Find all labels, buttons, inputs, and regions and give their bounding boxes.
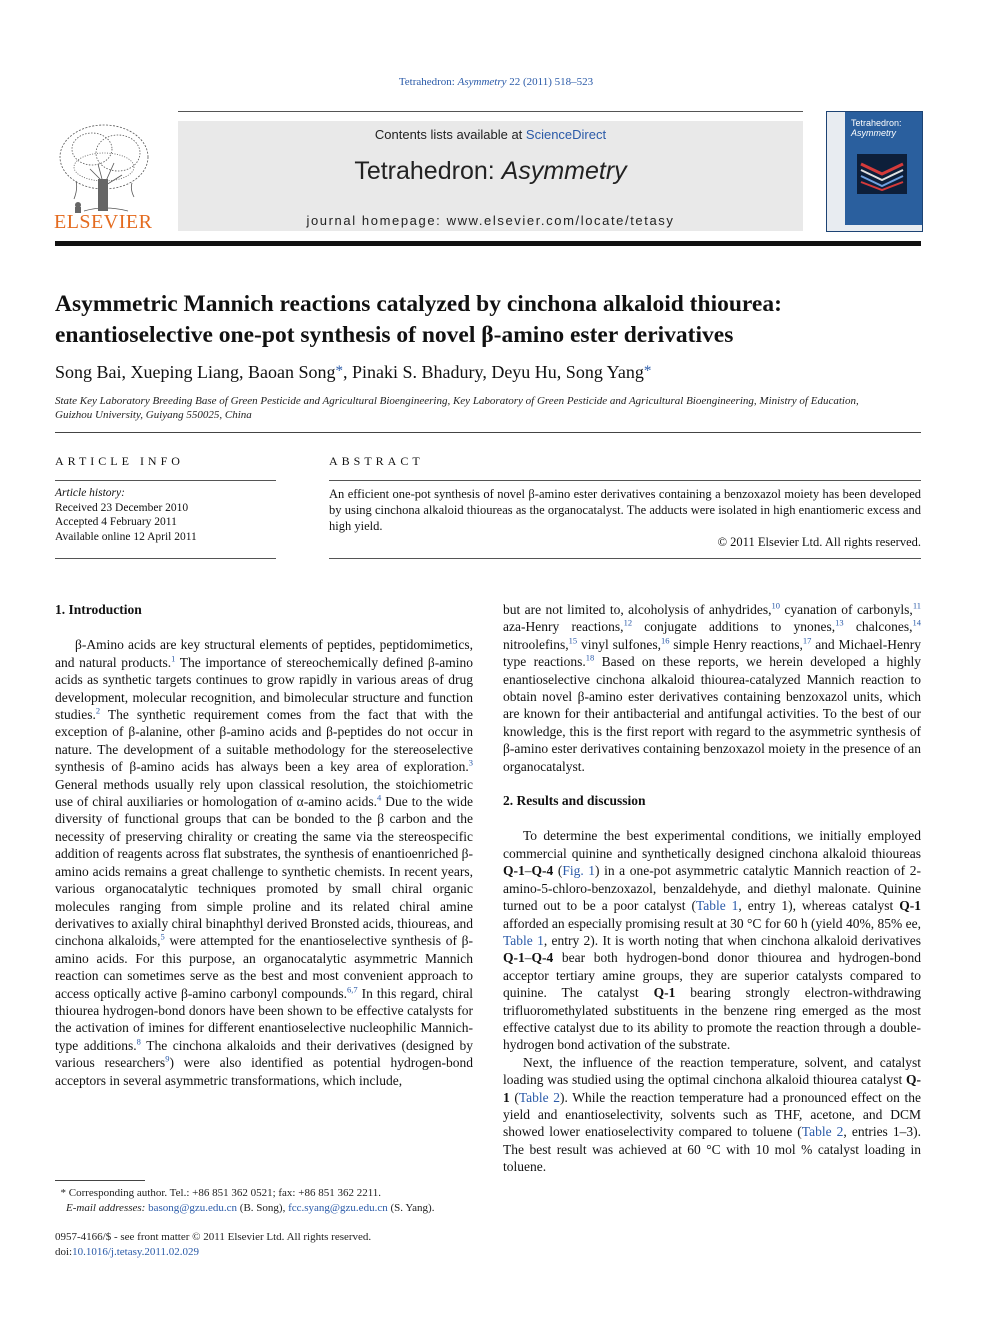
online-date: Available online 12 April 2011 — [55, 530, 197, 543]
doi-line: doi:10.1016/j.tetasy.2011.02.029 — [55, 1246, 200, 1258]
corresponding-author-mark[interactable]: * — [643, 363, 652, 379]
journal-citation — [0, 76, 992, 88]
copyright: © 2011 Elsevier Ltd. All rights reserved. — [717, 535, 921, 549]
history-label: Article history: — [55, 487, 125, 499]
header-rule-thick — [55, 241, 921, 246]
divider — [329, 480, 921, 481]
body-paragraph: Next, the influence of the reaction temperature, solvent, and catalyst loading was studied using the optimal cinchona alkaloid thiourea catalyst Q-1 (Table 2). While the reaction temperature had a pronounced effect on the yield and enantioselectivity, solvents such as THF, acetone, and DCM showed lower enatioselectivity compared to toluene (Table 2, entries 1–3). The best result was achieved at 60 °C with 10 mol % catalyst loading in toluene. — [503, 1054, 922, 1175]
header-rule-top — [178, 111, 803, 112]
body-column-right — [503, 601, 921, 1176]
cover-artwork — [857, 154, 907, 194]
section-heading-results: 2. Results and discussion — [503, 793, 646, 809]
cover-spine — [827, 112, 845, 231]
email-link[interactable]: fcc.syang@gzu.edu.cn — [288, 1202, 388, 1214]
cover-title: Tetrahedron: Asymmetry — [851, 118, 902, 138]
footnotes — [55, 1186, 485, 1216]
divider — [55, 558, 276, 559]
article-title: Asymmetric Mannich reactions catalyzed by cinchona alkaloid thiourea: enantioselective one-pot synthesis of novel β-amino ester derivatives — [55, 291, 782, 348]
body-paragraph: but are not limited to, alcoholysis of anhydrides,$^{10}$ cyanation of carbonyls,$^{11}$ aza-Henry reactions,$^{12}$ conjugate additions to ynones,$^{13}$ chalcones,$^{14}$ nitroolefins,$^{15}$ vinyl sulfones,$^{16}$ simple Henry reactions,$^{17}$ and Michael-Henry type reactions.$^{18}$ Based on these reports, we herein developed a highly enantioselective cinchona alkaloid thiourea-catalyzed Mannich reaction to obtain novel β-amino ester derivatives containing benzoxazol units, which are known for their antibacterial and antifungal activities. To the best of our knowledge, this is the first report with regard to the asymmetric synthesis of β-amino ester derivatives containing benzoxazol moiety in the presence of an organocatalyst. — [503, 600, 921, 774]
accepted-date: Accepted 4 February 2011 — [55, 516, 177, 528]
abstract-text: An efficient one-pot synthesis of novel β-amino ester derivatives containing a benzoxazol moiety has been developed by using cinchona alkaloid thioureas as the organocatalyst. The adducts were isolated in high enantiomeric excess and high yield. — [329, 487, 921, 533]
email-note: E-mail addresses: basong@gzu.edu.cn (B. Song), fcc.syang@gzu.edu.cn (S. Yang). — [66, 1202, 435, 1214]
body-column-left — [55, 601, 473, 1089]
divider — [55, 432, 921, 433]
divider — [329, 558, 921, 559]
footnote-rule — [55, 1180, 145, 1181]
body-paragraph: β-Amino acids are key structural elements of peptides, peptidomimetics, and natural products.$^1$ The importance of stereochemically defined β-amino acids as synthetic targets continues to grow rapidly in various areas of drug development, molecular recognition, and bimolecular structure and function studies.$^2$ The synthetic requirement comes from the fact that with the exception of β-alanine, other β-amino acids and β-peptides do not occur in nature. The development of a suitable methodology for the stereoselective synthesis of β-amino acids has always been a key area of exploration.$^3$ General methods usually rely upon classical resolution, the stoichiometric use of chiral auxiliaries or homologation of α-amino acids.$^4$ Due to the wide diversity of functional groups that can be bonded to the β carbon and the necessity of preserving chirality or creating the same via the stereospecific addition of reagents across flat substrates, the synthesis of enantioenriched β-amino acids remains a great challenge to synthetic chemists. In recent years, various organocatalytic techniques promoted by small chiral organic molecules ranging from simple proline and its related chiral amine derivatives to axially chiral binaphthyl derived Bronsted acids, thioureas, and cinchona alkaloids,$^5$ were attempted for the enantioselective synthesis of β-amino acids. For this purpose, an organocatalytic asymmetric Mannich reaction can sometimes serve as the best and most convenient approach to access optically active β-amino carbonyl compounds.$^{6,7}$ In this regard, chiral thiourea hydrogen-bond donors have been shown to be effective catalysts for the activation of imines for different enantioselective nucleophilic Mannich-type additions.$^8$ The cinchona alkaloids and their derivatives (designed by various researchers$^9$) were also identified as potential hydrogen-bond acceptors in several asymmetric transformations, which include, — [55, 637, 474, 1088]
corresponding-author-mark[interactable]: * — [335, 363, 343, 379]
sciencedirect-link[interactable]: ScienceDirect — [525, 127, 607, 142]
corresponding-author-note: * Corresponding author. Tel.: +86 851 362 0521; fax: +86 851 362 2211. — [55, 1187, 382, 1199]
body-paragraph: To determine the best experimental conditions, we initially employed commercial quinine and synthetically designed cinchona alkaloid thioureas Q-1–Q-4 (Fig. 1) in a one-pot asymmetric catalytic Mannich reaction of 2-amino-5-chloro-benzoxazol, benzaldehyde, and diethyl malonate. Quinine turned out to be a poor catalyst (Table 1, entry 1), whereas catalyst Q-1 afforded an especially promising result at 30 °C for 60 h (yield 40%, 85% ee, Table 1, entry 2). It is worth noting that when cinchona alkaloid derivatives Q-1–Q-4 bear both hydrogen-bond donor thiourea and hydrogen-bond acceptor tertiary amine groups, they are superior catalysts compared to quinine. The catalyst Q-1 bearing strongly electron-withdrawing trifluoromethylated substituents in the benzene ring emerged as the most effective catalyst due to its ability to promote the reaction through a double-hydrogen bond activation of the substrate. — [503, 828, 922, 1053]
cover-bottom-strip — [845, 225, 922, 231]
article-history — [55, 486, 197, 544]
contents-line: Contents lists available at ScienceDirect — [374, 127, 607, 142]
front-matter-notes — [55, 1230, 371, 1260]
elsevier-wordmark[interactable]: ELSEVIER — [54, 211, 153, 233]
doi-link[interactable]: 10.1016/j.tetasy.2011.02.029 — [72, 1246, 200, 1258]
abstract-heading: ABSTRACT — [329, 454, 424, 468]
received-date: Received 23 December 2010 — [55, 501, 189, 514]
section-heading-introduction: 1. Introduction — [55, 602, 142, 617]
journal-header-box — [178, 121, 803, 231]
affiliation: State Key Laboratory Breeding Base of Green Pesticide and Agricultural Bioengineering, Key Laboratory of Green Pesticide and Agricultural Bioengineering, Ministry of Education, Guizhou University, Guiyang 550025, China — [55, 395, 859, 421]
author-list: Song Bai, Xueping Liang, Baoan Song*, Pinaki S. Bhadury, Deyu Hu, Song Yang* — [55, 362, 652, 382]
divider — [55, 480, 276, 481]
citation-link[interactable]: Tetrahedron: Asymmetry 22 (2011) 518–523 — [398, 76, 594, 88]
journal-cover-thumbnail[interactable] — [826, 111, 923, 232]
issn-line: 0957-4166/$ - see front matter © 2011 Elsevier Ltd. All rights reserved. — [55, 1231, 372, 1243]
journal-homepage-link[interactable]: journal homepage: www.elsevier.com/locate/tetasy — [306, 213, 675, 228]
email-link[interactable]: basong@gzu.edu.cn — [148, 1202, 238, 1214]
article-info-heading: ARTICLE INFO — [55, 454, 184, 468]
journal-title: Tetrahedron: Asymmetry — [354, 157, 627, 185]
